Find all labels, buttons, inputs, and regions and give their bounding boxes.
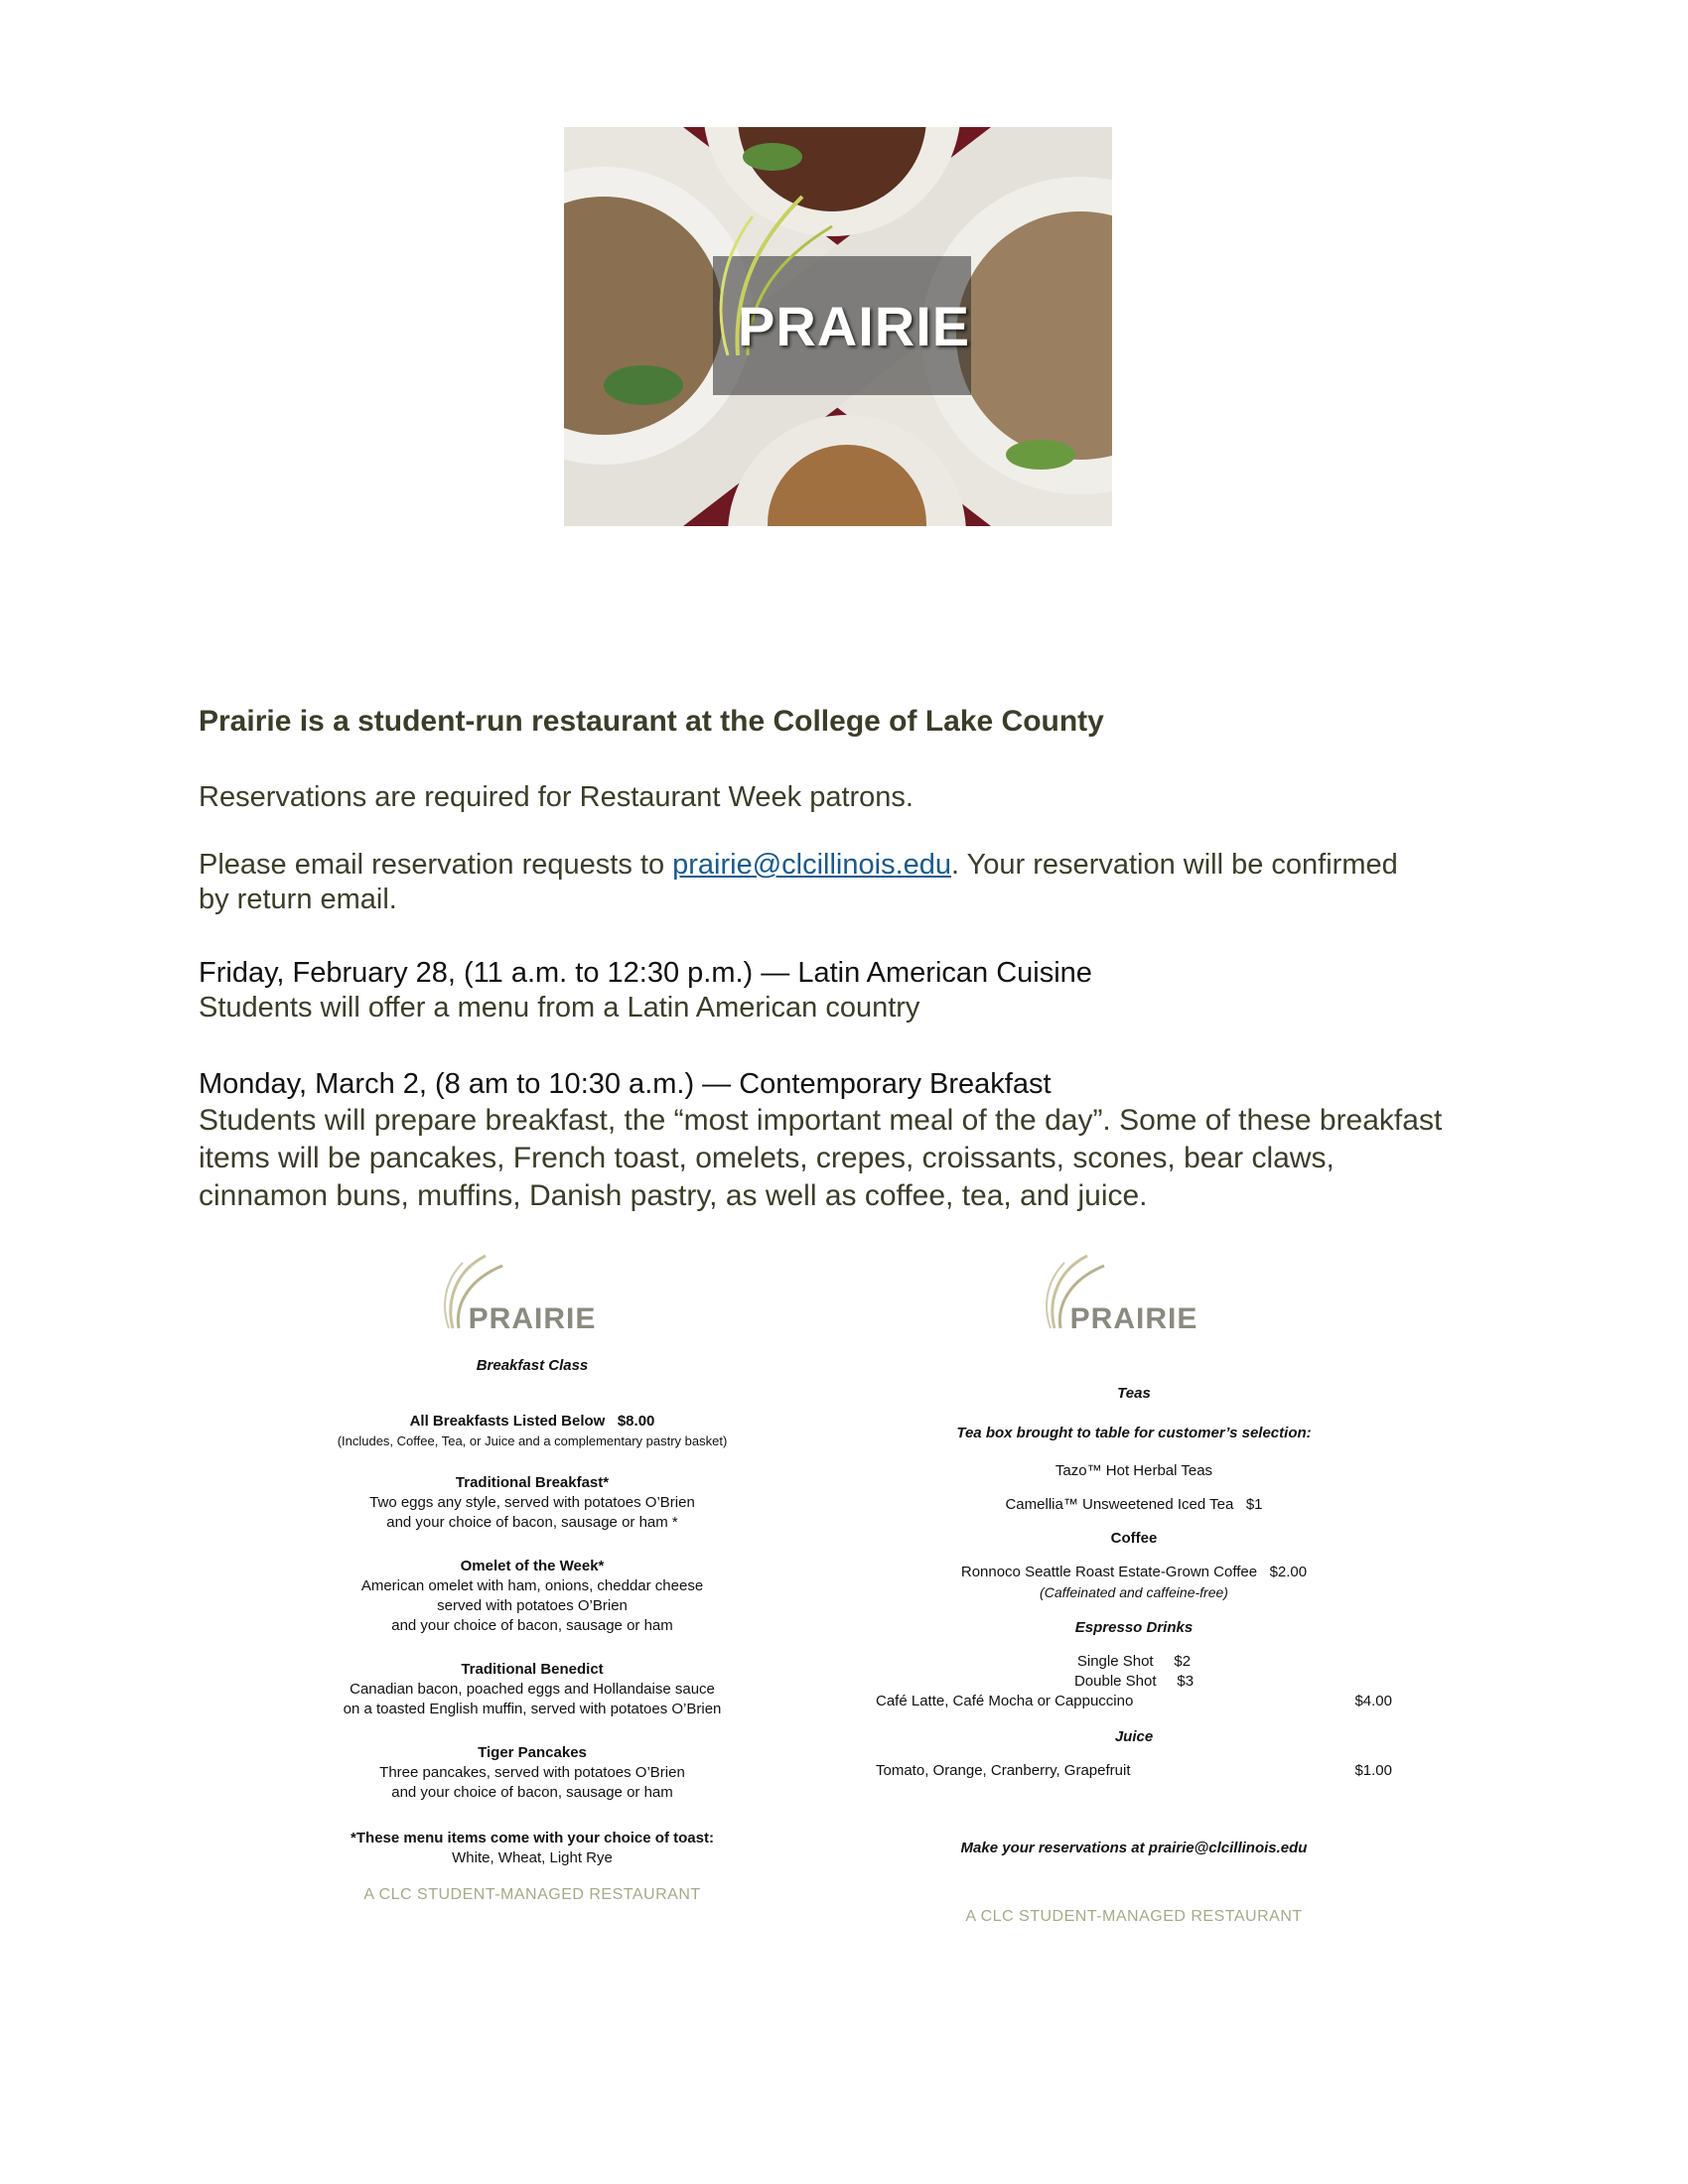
menu-item-desc: Three pancakes, served with potatoes O’Brien — [379, 1764, 685, 1781]
juice-price: $1.00 — [1354, 1762, 1392, 1779]
menu-item — [274, 1473, 790, 1533]
menu-item — [274, 1557, 790, 1636]
menu-item-desc: Two eggs any style, served with potatoes O’Brien — [369, 1494, 695, 1511]
menu-logo — [876, 1251, 1392, 1350]
menu-item-name: Traditional Breakfast* — [455, 1474, 610, 1491]
menu-item-desc: on a toasted English muffin, served with potatoes O’Brien — [343, 1701, 722, 1717]
breakfast-desc-line: items will be pancakes, French toast, omelets, crepes, croissants, scones, bear claws, — [199, 1142, 1335, 1174]
latte-price: $4.00 — [1354, 1693, 1392, 1709]
menu-logo — [274, 1251, 790, 1350]
espresso-heading: Espresso Drinks — [1074, 1619, 1194, 1636]
email-line2: by return email. — [199, 884, 397, 915]
price-value: $8.00 — [617, 1413, 655, 1430]
menu-item — [274, 1660, 790, 1719]
menu-item-desc: American omelet with ham, onions, cheddar cheese — [360, 1577, 704, 1594]
page-headline: Prairie is a student-run restaurant at the College of Lake County — [199, 705, 1104, 738]
event-title-latin: Friday, February 28, (11 a.m. to 12:30 p.m.) — Latin American Cuisine — [199, 957, 1092, 989]
event-desc-breakfast — [199, 1102, 1489, 1215]
menu-item-desc: and your choice of bacon, sausage or ham * — [386, 1514, 678, 1531]
breakfast-desc-line: cinnamon buns, muffins, Danish pastry, as well as coffee, tea, and juice. — [199, 1179, 1148, 1212]
price-note: (Includes, Coffee, Tea, or Juice and a complementary pastry basket) — [337, 1433, 728, 1448]
coffee-item: Ronnoco Seattle Roast Estate-Grown Coffee $2.00 — [960, 1564, 1308, 1580]
double-shot: Double Shot $3 — [1073, 1673, 1195, 1690]
email-prefix: Please email reservation requests to — [199, 849, 673, 881]
latte-item: Café Latte, Café Mocha or Cappuccino — [876, 1693, 1134, 1709]
menu-logo-text: PRAIRIE — [1069, 1302, 1198, 1335]
menu-item-desc: Canadian bacon, poached eggs and Hollandaise sauce — [350, 1681, 715, 1698]
hero-image — [564, 127, 1112, 526]
menu-item-desc: and your choice of bacon, sausage or ham — [391, 1617, 673, 1634]
tea-camellia: Camellia™ Unsweetened Iced Tea $1 — [1005, 1496, 1263, 1513]
reservations-note: Reservations are required for Restaurant Week patrons. — [199, 781, 914, 813]
tea-tazo: Tazo™ Hot Herbal Teas — [1055, 1462, 1213, 1479]
reservation-note: Make your reservations at prairie@clcillinois.edu — [960, 1840, 1308, 1856]
menu-footer: A CLC STUDENT-MANAGED RESTAURANT — [965, 1908, 1303, 1925]
menu-item-name: Tiger Pancakes — [478, 1744, 587, 1761]
toast-options: White, Wheat, Light Rye — [452, 1849, 613, 1866]
toast-heading: *These menu items come with your choice of toast: — [351, 1830, 714, 1846]
tea-box-note: Tea box brought to table for customer’s selection: — [956, 1425, 1312, 1441]
single-shot: Single Shot $2 — [1076, 1653, 1192, 1670]
juice-item: Tomato, Orange, Cranberry, Grapefruit — [876, 1762, 1131, 1779]
menu-subtitle: Breakfast Class — [476, 1357, 589, 1374]
juice-heading: Juice — [1114, 1728, 1154, 1745]
price-heading: All Breakfasts Listed Below — [409, 1413, 606, 1430]
hero-brand-text: PRAIRIE — [738, 295, 971, 357]
event-desc-latin: Students will offer a menu from a Latin American country — [199, 992, 920, 1024]
menu-footer: A CLC STUDENT-MANAGED RESTAURANT — [363, 1886, 701, 1903]
email-link[interactable]: prairie@clcillinois.edu — [672, 849, 952, 881]
menu-item-name: Traditional Benedict — [461, 1661, 604, 1678]
menu-item-desc: served with potatoes O’Brien — [437, 1597, 628, 1614]
breakfast-desc-line: Students will prepare breakfast, the “most important meal of the day”. Some of these breakfast — [199, 1104, 1443, 1137]
email-suffix: . Your reservation will be confirmed — [951, 849, 1398, 881]
drinks-menu — [876, 1251, 1392, 1926]
latte-row — [876, 1692, 1392, 1711]
juice-row — [876, 1761, 1392, 1781]
menu-logo-text: PRAIRIE — [468, 1302, 597, 1335]
teas-heading: Teas — [1117, 1385, 1151, 1402]
email-paragraph — [199, 848, 1489, 917]
menu-item-name: Omelet of the Week* — [460, 1558, 605, 1574]
coffee-heading: Coffee — [1110, 1530, 1158, 1547]
event-title-breakfast: Monday, March 2, (8 am to 10:30 a.m.) — Contemporary Breakfast — [199, 1068, 1052, 1100]
menu-item-desc: and your choice of bacon, sausage or ham — [391, 1784, 673, 1801]
price-heading-row — [274, 1412, 790, 1432]
breakfast-menu — [274, 1251, 790, 1904]
menu-item — [274, 1743, 790, 1803]
coffee-note: (Caffeinated and caffeine-free) — [1040, 1584, 1228, 1600]
